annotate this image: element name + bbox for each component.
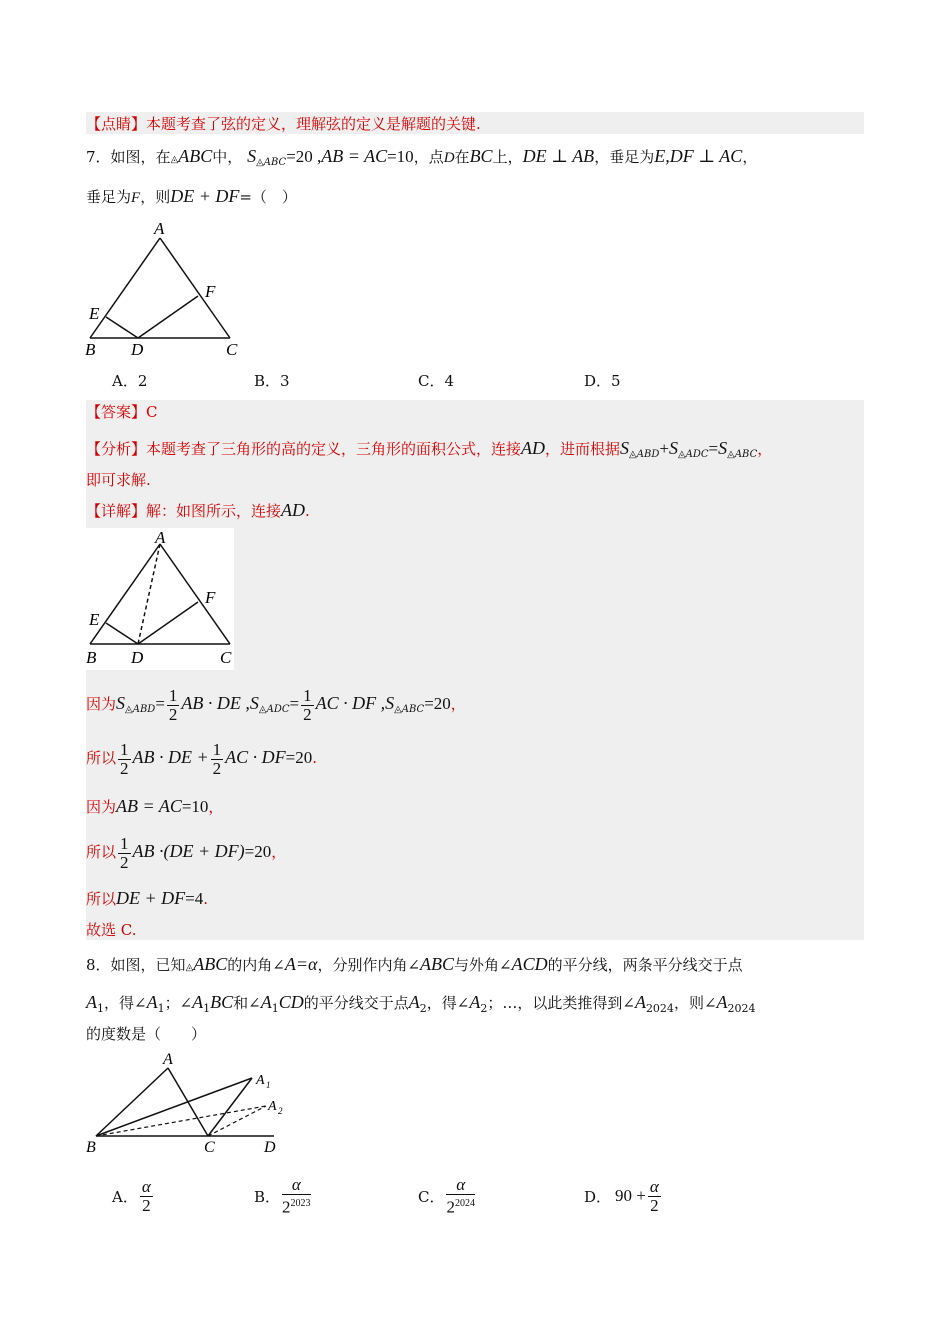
formula-s: S <box>249 693 259 713</box>
label-f: F <box>205 282 216 301</box>
q8-bc: BC <box>210 992 234 1012</box>
q8-a2024: A <box>634 992 646 1012</box>
q8-text: 的度数是（ ） <box>86 1025 207 1043</box>
formula-s: S <box>718 438 728 458</box>
analysis-text: 本题考查了三角形的高的定义，三角形的面积公式，连接 <box>146 440 522 458</box>
q7-text: ，点 <box>413 148 444 166</box>
q8-text: ；…，以此类推得到∠ <box>487 994 635 1012</box>
q8-abc: ABC <box>420 954 455 974</box>
fraction-den: 2 <box>120 758 129 778</box>
q7-comma: , <box>665 146 670 166</box>
fraction-den: 2 <box>142 1195 151 1215</box>
q8-a2: A <box>469 992 481 1012</box>
formula-sub: ADC <box>685 449 709 460</box>
formula-op: = <box>708 439 719 458</box>
dianjing-block <box>86 112 864 134</box>
q7-sub: ABC <box>263 157 287 168</box>
analysis-ad: AD <box>521 438 546 458</box>
label-d: D <box>131 340 144 359</box>
formula-sub: ABC <box>401 704 425 715</box>
segment-df <box>138 602 198 644</box>
q8-a1: A <box>260 992 272 1012</box>
q8-sub: 2024 <box>645 1002 674 1015</box>
option-text: 90 + <box>615 1186 646 1205</box>
label-b: B <box>86 648 97 667</box>
fraction-num: α <box>141 1176 151 1196</box>
formula-sub: ABD <box>636 449 660 460</box>
q8-text: ，得∠ <box>104 994 147 1012</box>
formula-term: DE + DF <box>116 888 186 908</box>
q8-text: ，则∠ <box>673 994 717 1012</box>
formula-term: AB = AC <box>116 796 182 816</box>
q8-line2 <box>86 990 756 1021</box>
option-fraction <box>140 1178 153 1215</box>
fraction-num: α <box>446 1176 475 1195</box>
option-key: B． <box>254 1187 281 1206</box>
segment-de <box>106 317 138 338</box>
formula-op: = <box>289 694 300 713</box>
q7-perp2: DF ⊥ AC <box>669 146 743 166</box>
fraction-half <box>211 741 224 778</box>
formula-s: S <box>116 693 126 713</box>
q7-text: =（ ） <box>239 188 297 206</box>
label-c: C <box>220 648 232 667</box>
label-c: C <box>204 1139 215 1156</box>
formula-term: =4 <box>185 889 204 908</box>
q7-tri: ABC <box>178 146 213 166</box>
q8-option-d[interactable] <box>584 1174 663 1218</box>
segment-ba1 <box>96 1078 252 1136</box>
segment-ba2-dashed <box>96 1106 266 1136</box>
answer-tag: 【答案】 <box>86 403 147 421</box>
formula-term: =20 <box>244 842 272 861</box>
q7-text: ，则 <box>140 188 171 206</box>
detail-eq1 <box>86 682 466 724</box>
label-a2: A <box>268 1099 277 1114</box>
detail-eq3 <box>86 794 223 819</box>
triangle-icon: ◬ <box>629 449 637 460</box>
q7-text: 如图，在 <box>110 148 171 166</box>
q8-text: 的平分线交于点 <box>303 994 409 1012</box>
formula-s: S <box>620 438 630 458</box>
segment-ac <box>160 238 230 338</box>
fraction-den: 2 <box>303 704 312 724</box>
fraction-half <box>118 741 131 778</box>
option-value: 4 <box>444 372 455 390</box>
segment-ac <box>160 544 230 644</box>
answer-line <box>86 400 158 424</box>
triangle-icon: ◬ <box>394 704 402 715</box>
fraction-num: α <box>282 1176 311 1195</box>
detail-eq5 <box>86 886 208 911</box>
q7-eq: =10 <box>387 147 414 166</box>
option-key: B． <box>254 372 281 390</box>
label-d: D <box>131 648 144 667</box>
q8-text: ，分别作内角∠ <box>317 956 421 974</box>
triangle-icon: ◬ <box>256 157 264 168</box>
option-fraction <box>282 1176 311 1217</box>
q8-sub: 2 <box>419 1002 427 1015</box>
analysis-line2 <box>86 468 151 492</box>
q8-text: ；∠ <box>164 994 193 1012</box>
formula-sub: ABD <box>132 704 156 715</box>
q8-a2: A <box>408 992 420 1012</box>
q8-cd: CD <box>278 992 304 1012</box>
q8-text: 与外角∠ <box>454 956 512 974</box>
option-key: A． <box>112 1187 138 1206</box>
detail-text: 解：如图所示，连接 <box>146 502 282 520</box>
q8-a1: A <box>86 992 97 1012</box>
label-e: E <box>89 304 100 323</box>
segment-ca2-dashed <box>208 1106 266 1136</box>
formula-term: AC · DF <box>225 747 286 767</box>
q8-option-c[interactable] <box>418 1174 477 1218</box>
detail-line <box>86 498 310 523</box>
q7-figure <box>84 218 244 360</box>
detail-conclusion <box>86 918 136 942</box>
q8-a1: A <box>192 992 204 1012</box>
answer-value: C <box>146 403 158 421</box>
power-exp: 2023 <box>290 1197 311 1209</box>
q7-text: ，垂足为 <box>594 148 655 166</box>
detail-text: 因为 <box>86 695 117 713</box>
fraction-num: 1 <box>303 685 312 705</box>
label-f: F <box>205 588 216 607</box>
q7-defsum: DE + DF <box>170 186 240 206</box>
q8-acd: ACD <box>511 954 548 974</box>
formula-term: =20 <box>424 694 451 713</box>
q8-option-b[interactable] <box>254 1174 313 1218</box>
detail-eq4 <box>86 830 286 872</box>
q8-text: 的内角∠ <box>227 956 285 974</box>
q7-abac: AB = AC <box>321 146 388 166</box>
detail-text: . <box>312 749 318 767</box>
q7-line1 <box>86 144 757 175</box>
detail-text: ， <box>208 798 224 816</box>
segment-df <box>138 296 198 338</box>
fraction-den <box>282 1195 311 1217</box>
q7-option-a[interactable] <box>112 370 147 391</box>
label-d: D <box>264 1139 276 1156</box>
label-a2-sub: 2 <box>278 1106 283 1116</box>
formula-sub: ABC <box>734 449 758 460</box>
triangle-icon: ◬ <box>677 449 686 460</box>
formula-op: + <box>659 439 669 458</box>
fraction-half <box>167 687 180 724</box>
detail-text: 所以 <box>86 749 117 767</box>
formula-s: S <box>385 693 395 713</box>
label-c: C <box>226 340 238 359</box>
fraction-num: α <box>649 1176 659 1196</box>
analysis-text: 即可求解. <box>86 471 151 489</box>
q8-sub: 2 <box>480 1002 488 1015</box>
option-fraction <box>648 1178 661 1215</box>
formula-term: =10 <box>181 797 209 816</box>
option-key: D． <box>584 372 612 390</box>
formula-term: AB · <box>132 841 164 861</box>
segment-ab <box>90 238 160 338</box>
option-key: C． <box>418 372 445 390</box>
label-a1: A <box>256 1073 265 1088</box>
formula-term: AB · DE , <box>181 693 250 713</box>
label-b: B <box>86 1139 96 1156</box>
option-key: C． <box>418 1187 445 1206</box>
formula-term: =20 <box>285 748 313 767</box>
option-fraction <box>446 1176 475 1217</box>
segment-de <box>106 623 138 644</box>
option-value: 3 <box>280 372 290 390</box>
q7-perp1: DE ⊥ AB <box>522 146 595 166</box>
q8-sub: 1 <box>203 1002 211 1015</box>
detail-ad: AD <box>281 500 306 520</box>
q7-text: ， <box>742 148 758 166</box>
q7-text: 在 <box>454 148 470 166</box>
q7-bc: BC <box>469 146 493 166</box>
triangle-icon: ◬ <box>125 704 133 715</box>
formula-sub: ADC <box>266 704 290 715</box>
detail-text: 因为 <box>86 798 117 816</box>
q8-tri: ABC <box>193 954 228 974</box>
q8-line3 <box>86 1022 206 1046</box>
formula-term: AC · DF , <box>315 693 386 713</box>
triangle-icon: ◬ <box>727 449 735 460</box>
q8-text: 的平分线，两条平分线交于点 <box>547 956 743 974</box>
power-base: 2 <box>446 1197 455 1217</box>
detail-eq2 <box>86 736 317 778</box>
label-a: A <box>154 219 165 238</box>
fraction-num: 1 <box>212 739 222 759</box>
q8-line1 <box>86 952 743 980</box>
triangle-icon: ◬ <box>170 154 179 165</box>
q8-sub: 2024 <box>727 1002 756 1015</box>
analysis-line1 <box>86 436 772 467</box>
detail-text: . <box>305 502 310 520</box>
q7-area: S <box>247 146 257 166</box>
analysis-text: ， <box>757 440 773 458</box>
triangle-icon: ◬ <box>258 704 267 715</box>
detail-text: ， <box>271 843 287 861</box>
q7-text: 上， <box>492 148 523 166</box>
q7-option-c[interactable] <box>418 370 454 391</box>
dianjing-tag: 【点睛】 <box>86 115 147 133</box>
detail-tag: 【详解】 <box>86 502 147 520</box>
q8-sub: 1 <box>97 1002 104 1015</box>
q8-eqa: =α <box>295 954 318 974</box>
q8-sub: 1 <box>157 1002 165 1015</box>
q8-sub: 1 <box>271 1002 279 1015</box>
detail-figure <box>86 528 234 670</box>
q8-text: 如图，已知 <box>110 956 186 974</box>
label-a: A <box>155 528 166 547</box>
segment-ab <box>96 1068 168 1136</box>
label-b: B <box>85 340 96 359</box>
q8-text: ，得∠ <box>426 994 470 1012</box>
formula-s: S <box>668 438 678 458</box>
label-e: E <box>89 610 100 629</box>
q8-a2024: A <box>716 992 728 1012</box>
label-a: A <box>163 1051 173 1068</box>
q7-line2 <box>86 184 297 210</box>
fraction-den: 2 <box>120 852 129 872</box>
q7-text: 中， <box>212 148 243 166</box>
q8-a1: A <box>146 992 158 1012</box>
formula-op: = <box>155 694 165 713</box>
detail-text: ， <box>450 695 466 713</box>
power-base: 2 <box>282 1197 291 1217</box>
label-a1-sub: 1 <box>266 1080 271 1090</box>
formula-term: (DE + DF) <box>163 841 245 861</box>
triangle-icon: ◬ <box>185 962 194 973</box>
fraction-num: 1 <box>120 739 129 759</box>
fraction-den: 2 <box>212 758 222 778</box>
q8-option-a[interactable] <box>112 1174 155 1218</box>
formula-term: AB · DE + <box>132 747 209 767</box>
detail-text: 所以 <box>86 843 117 861</box>
power-exp: 2024 <box>454 1197 475 1209</box>
q7-option-b[interactable] <box>254 370 290 391</box>
q8-figure <box>84 1048 294 1160</box>
option-value: 5 <box>611 372 621 390</box>
detail-text: 所以 <box>86 890 117 908</box>
q7-d: D <box>443 150 455 166</box>
detail-text: 故选 C. <box>86 921 137 939</box>
q7-text: 垂足为 <box>86 188 132 206</box>
fraction-den: 2 <box>650 1195 659 1215</box>
q8-number: 8． <box>86 956 111 974</box>
fraction-num: 1 <box>120 833 129 853</box>
q7-e: E <box>654 146 666 166</box>
analysis-tag: 【分析】 <box>86 440 147 458</box>
fraction-den <box>446 1195 475 1217</box>
q8-text: 和∠ <box>233 994 261 1012</box>
q7-f: F <box>131 190 141 206</box>
q8-a: A <box>284 954 296 974</box>
detail-text: . <box>203 890 209 908</box>
q7-eq: =20 , <box>286 147 322 166</box>
fraction-half <box>301 687 314 724</box>
fraction-half <box>118 835 131 872</box>
fraction-num: 1 <box>168 685 178 705</box>
analysis-text: ，进而根据 <box>545 440 621 458</box>
dianjing-text: 本题考查了弦的定义，理解弦的定义是解题的关键. <box>146 115 481 133</box>
q7-option-d[interactable] <box>584 370 621 391</box>
option-key: A． <box>112 372 138 390</box>
q7-number: 7． <box>86 148 111 166</box>
option-key: D． <box>584 1187 612 1206</box>
option-value: 2 <box>137 372 148 390</box>
fraction-den: 2 <box>168 704 178 724</box>
